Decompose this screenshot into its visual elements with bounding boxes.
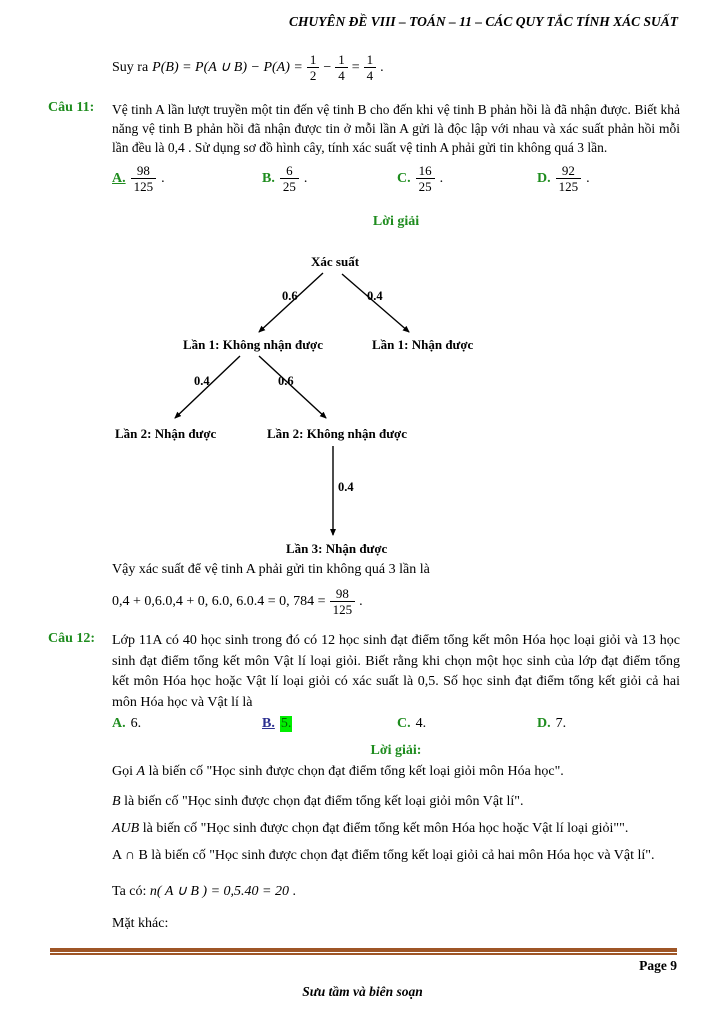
solution-line: Gọi A là biến cố "Học sinh được chọn đạt điểm tổng kết loại giỏi môn Hóa học".	[112, 764, 564, 779]
tree-node-l2-left: Lần 2: Nhận được	[115, 426, 217, 441]
tree-prob-l2-left: 0.4	[194, 374, 210, 388]
solution-line: Ta có: n( A ∪ B ) = 0,5.40 = 20 .	[112, 884, 296, 899]
fraction: $\frac{92}{125}$	[556, 163, 582, 194]
solution-line: B là biến cố "Học sinh được chọn đạt điểm tổng kết loại giỏi môn Vật lí".	[112, 794, 524, 809]
tree-node-l1-right: Lần 1: Nhận được	[372, 337, 474, 352]
fraction: $\frac{1}{2}$	[307, 52, 320, 83]
question-12-label: Câu 12:	[48, 631, 96, 646]
tree-prob-l3: 0.4	[338, 480, 354, 494]
q11-conclusion-formula: 0,4 + 0,6.0,4 + 0, 6.0, 6.0.4 = 0, 784 = $\frac{98}{125}$ .	[112, 586, 363, 617]
tree-edge-arrow	[342, 274, 409, 332]
q11-conclusion	[112, 562, 430, 617]
option-c: C. 4.	[397, 716, 427, 731]
solution-heading-q11: Lời giải	[372, 214, 420, 229]
question-11-options	[112, 163, 680, 209]
question-12-options	[112, 716, 680, 738]
solution-line: Mặt khác:	[112, 916, 169, 931]
highlighted-answer: 5.	[280, 716, 292, 731]
intro-math: P(B) = P(A ∪ B) − P(A) =	[152, 60, 303, 75]
option-c: C. $\frac{16}{25}$ .	[397, 163, 444, 194]
footer-note: Sưu tầm và biên soạn	[302, 984, 423, 999]
tree-prob-l1-left: 0.6	[282, 289, 298, 303]
question-11	[48, 100, 680, 230]
question-11-label: Câu 11:	[48, 100, 95, 115]
q12-solution	[112, 756, 678, 934]
q11-conclusion-text: Vậy xác suất để vệ tinh A phải gửi tin không quá 3 lần là	[112, 562, 430, 577]
tree-node-l1-left: Lần 1: Không nhận được	[183, 337, 323, 352]
page-header-title: CHUYÊN ĐỀ VIII – TOÁN – 11 – CÁC QUY TẮC TÍNH XÁC SUẤT	[289, 14, 678, 29]
question-11-text: Vệ tinh A lần lượt truyền một tin đến vệ tinh B cho đến khi vệ tinh B phản hồi là đã nhận được. Biết khả năng vệ tinh B phản hồi đã nhận được tin ở mỗi lần A gửi là độc lập với nhau và xác suất phản hồi mỗi lần đều là 0,4 . Sử dụng sơ đồ hình cây, tính xác suất vệ tinh A phải gửi tin không quá 3 lần.	[112, 102, 680, 155]
option-a: A. 6.	[112, 716, 142, 731]
tree-node-l2-right: Lần 2: Không nhận được	[267, 426, 407, 441]
intro-period: .	[380, 59, 384, 75]
intro-formula	[112, 52, 384, 83]
solution-line: AUB là biến cố "Học sinh được chọn đạt điểm tổng kết môn Hóa học hoặc Vật lí loại giỏi"".	[112, 821, 629, 836]
question-12	[48, 631, 680, 759]
fraction: $\frac{98}{125}$	[330, 586, 356, 617]
tree-node-l3: Lần 3: Nhận được	[286, 541, 388, 556]
option-d: D. 7.	[537, 716, 567, 731]
intro-equals: =	[351, 59, 360, 75]
tree-prob-l1-right: 0.4	[367, 289, 383, 303]
option-b: B. $\frac{6}{25}$ .	[262, 163, 308, 194]
fraction: $\frac{1}{4}$	[364, 52, 377, 83]
fraction: $\frac{16}{25}$	[416, 163, 435, 194]
option-b: B. 5.	[262, 716, 292, 731]
solution-heading-q12: Lời giải:	[370, 743, 422, 758]
footer-divider	[50, 948, 677, 955]
solution-line: A ∩ B là biến cố "Học sinh được chọn đạt điểm tổng kết loại giỏi cả hai môn Hóa học và Vật lí".	[112, 848, 655, 863]
fraction: $\frac{6}{25}$	[280, 163, 299, 194]
question-12-text: Lớp 11A có 40 học sinh trong đó có 12 học sinh đạt điểm tổng kết môn Hóa học loại giỏi và 13 học sinh đạt điểm tổng kết môn Vật lí loại giỏi. Biết rằng khi chọn một học sinh của lớp đạt điểm tổng kết môn Hóa học hoặc Vật lí loại giỏi có xác suất là 0,5. Số học sinh đạt điểm tổng kết giỏi cả hai môn Hóa học và Vật lí là	[112, 633, 680, 710]
option-a: A. $\frac{98}{125}$ .	[112, 163, 165, 194]
fraction: $\frac{98}{125}$	[131, 163, 157, 194]
probability-tree-diagram	[0, 248, 725, 563]
intro-prefix: Suy ra	[112, 59, 149, 75]
option-d: D. $\frac{92}{125}$ .	[537, 163, 590, 194]
tree-prob-l2-right: 0.6	[278, 374, 294, 388]
tree-root-label: Xác suất	[311, 254, 360, 269]
page-number: Page 9	[639, 958, 677, 973]
intro-operator: −	[323, 59, 332, 75]
fraction: $\frac{1}{4}$	[335, 52, 348, 83]
